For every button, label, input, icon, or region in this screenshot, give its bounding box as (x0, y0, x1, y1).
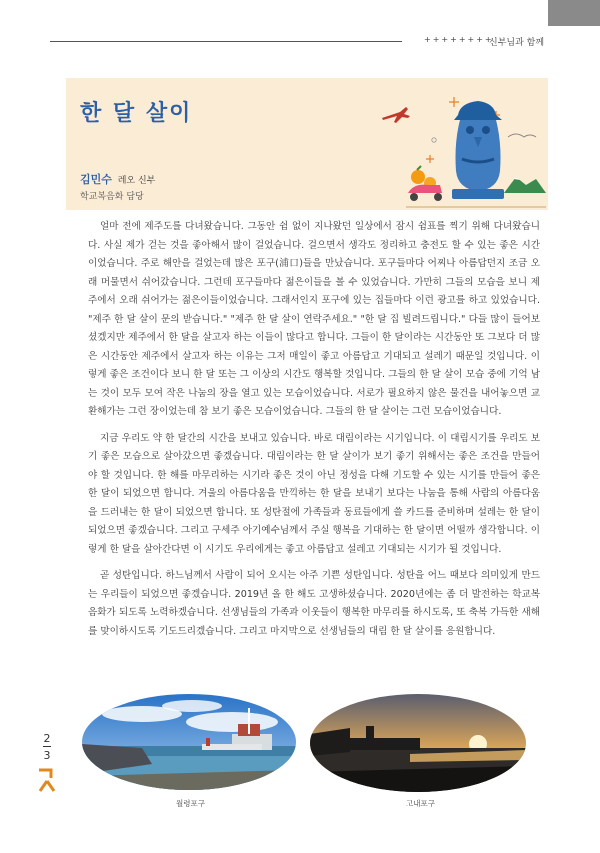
jeju-illustration (370, 85, 546, 211)
page-number (40, 733, 54, 762)
body-paragraph-3: 곧 성탄입니다. 하느님께서 사람이 되어 오시는 아주 기쁜 성탄입니다. 성탄을 어느 때보다 의미있게 만드는 우리들이 되었으면 좋겠습니다. 2019년 올 한 해도 고생하셨습니다. 2020년에는 좀 더 발전하는 학교복음화가 되도록 노력하겠습니다. 선생님들의 가족과 이웃들이 행복한 마무리를 하시도록, 또 축복 가득한 새해를 맞이하시도록 기도드리겠습니다. 그리고 마지막으로 선생님들의 대림 한 달 살이를 응원합니다. (88, 570, 540, 637)
hallasan-mountain-icon (504, 177, 546, 193)
body-paragraph-1: 얼마 전에 제주도를 다녀왔습니다. 그동안 쉼 없이 지나왔던 일상에서 잠시 쉼표를 찍기 위해 다녀왔습니다. 사실 제가 걷는 것을 좋아해서 많이 걸었습니다. 걸으면서 생각도 정리하고 충전도 할 수 있는 좋은 시간이었습니다. 주로 해안을 걸었는데 많은 포구(浦口)들을 만났습니다. 포구들마다 어찌나 아름답던지 조금 오래 머물면서 쉬어갔습니다. 그런데 포구들마다 젊은이들을 볼 수 있었습니다. 가만히 그들의 모습을 보니 제주에서 오래 쉬어가는 젊은이들이었습니다. 그래서인지 포구에 있는 집들마다 이런 광고를 하고 있었습니다. "제주 한 달 살이 문의 받습니다." "제주 한 달 살이 연락주세요." "한 달 집 빌려드립니다." 다들 많이 들어보셨겠지만 제주에서 한 달을 살고자 하는 이들이 많다고 합니다. 그들이 한 달이라는 시간동안 또 그보다 더 많은 시간동안 제주에서 살고자 하는 이유는 그저 매일이 좋고 아름답고 기대되고 설레기 때문일 것입니다. 이렇게 좋은 조건이다 보니 한 달 또는 그 이상의 시간도 행복할 것입니다. 그들의 한 달 살이 모습 중에 기억 남는 것이 모두 모여 작은 나눔의 장을 열고 있는 모습이었습니다. 서로가 필요하지 않은 물건을 내어놓으면 교환해가는 그런 장이었는데 참 보기 좋은 모습이었습니다. 그들의 한 달 살이는 그런 모습이었습니다. (88, 221, 540, 417)
page-number-digit: 2 (43, 732, 51, 745)
dolhareubang-statue-icon (452, 101, 504, 199)
photo-woryeong-port (82, 694, 296, 790)
article-title: 한 달 살이 (80, 101, 193, 126)
section-label: 신부님과 함께 (489, 38, 545, 48)
page-mark-logo-icon (36, 767, 58, 793)
cloud-icon (508, 134, 536, 137)
photo-caption-1: 월령포구 (176, 799, 205, 808)
article-body (88, 218, 540, 649)
photo-caption-2: 고내포구 (406, 799, 435, 808)
body-paragraph-2: 지금 우리도 약 한 달간의 시간을 보내고 있습니다. 바로 대림이라는 시기입니다. 이 대림시기를 우리도 보기 좋은 모습으로 살아갔으면 좋겠습니다. 대림이라는 한 달 살이가 보기 좋기 위해서는 좋은 조건을 만들어야 할 것입니다. 한 해를 마무리하는 시기라 좋은 것이 아닌 정성을 다해 기도할 수 있는 시기를 만들어 좋은 한 달이 되었으면 합니다. 겨울의 아름다움을 만끽하는 한 달을 보내기 보다는 나눔을 통해 사람의 아름다움을 드러내는 한 달이 되었으면 합니다. 또 성탄절에 가족들과 동료들에게 쓸 카드를 준비하며 설레는 한 달이 되었으면 좋겠습니다. 그리고 구세주 아기예수님께서 주실 행복을 기대하는 한 달이면 어떨까 생각합니다. 이렇게 한 달을 살아간다면 이 시기도 우리에게는 좋고 아름답고 설레고 기대되는 시기가 될 것입니다. (88, 432, 540, 555)
author-suffix: 레오 신부 (117, 176, 156, 186)
scooter-icon (408, 185, 442, 201)
photo-gonae-port (310, 694, 526, 792)
author-name: 김민수 (80, 173, 112, 186)
header-dots: ++++++++ (424, 35, 494, 44)
author-role: 학교복음화 담당 (80, 192, 144, 202)
dot-icon (432, 138, 436, 142)
corner-tab (548, 0, 600, 26)
page-number-digit: 3 (43, 749, 51, 762)
airplane-icon (382, 107, 410, 123)
author-line (80, 171, 155, 187)
header-rule (50, 41, 402, 42)
